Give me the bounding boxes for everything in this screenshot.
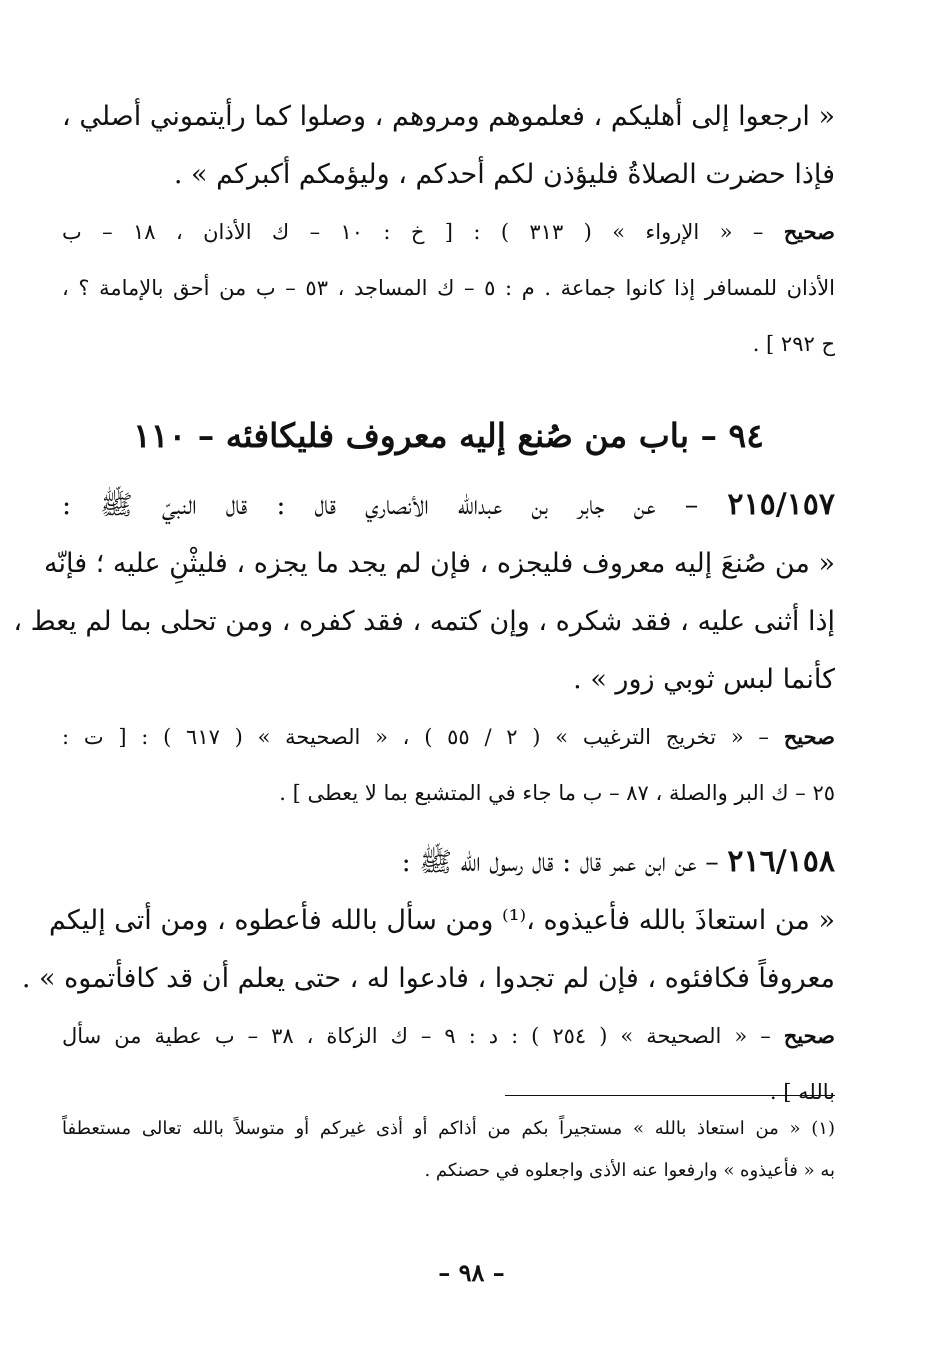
source-line — [62, 709, 835, 765]
hadith-number: ٢١٦/١٥٨ — [727, 844, 835, 879]
text-line: « من استعاذَ بالله فأعيذوه ،⁽¹⁾ ومن سأل بالله فأعطوه ، ومن أتى إليكم — [48, 905, 835, 936]
footnote-line: (١) « من استعاذ بالله » مستجيراً بكم من أذاكم أو أذى غيركم أو متوسلاً بالله تعالى مستعطفاً — [62, 1118, 835, 1139]
hadith-heading — [62, 833, 835, 892]
source-text: – « الإرواء » ( ٣١٣ ) : [ خ : ١٠ – ك الأذان ، ١٨ – ب — [62, 220, 764, 244]
top-hadith-text — [62, 88, 835, 204]
hadith-number: ٢١٥/١٥٧ — [727, 487, 835, 522]
source-line: ٢٥ – ك البر والصلة ، ٨٧ – ب ما جاء في المتشبع بما لا يعطى ] . — [279, 781, 835, 805]
hadith-157 — [13, 476, 835, 821]
source-line: بالله ] . — [769, 1080, 835, 1104]
hadith-heading — [62, 476, 835, 535]
text-line: « من صُنعَ إليه معروف فليجزه ، فإن لم يجد ما يجزه ، فليثْنِ عليه ؛ فإنّه — [44, 548, 835, 579]
page-number: – ٩٨ – — [438, 1258, 505, 1287]
source-line: ح ٢٩٢ ] . — [752, 332, 835, 356]
page-body — [13, 88, 836, 1120]
footnote-divider — [505, 1095, 835, 1096]
spacer — [62, 821, 835, 833]
hadith-intro: – عن جابر بن عبدالله الأنصاري قال : قال النبيّ ﷺ : — [62, 490, 699, 521]
source-line — [62, 1008, 835, 1064]
footnotes — [62, 1108, 835, 1192]
text-line: كأنما لبس ثوبي زور » . — [573, 664, 835, 695]
source-line — [62, 204, 835, 260]
hadith-158 — [21, 833, 835, 1120]
text-line: « ارجعوا إلى أهليكم ، فعلموهم ومروهم ، وصلوا كما رأيتموني أصلي ، — [62, 101, 835, 132]
grade-label: صحيح — [783, 1023, 835, 1048]
text-line: إذا أثنى عليه ، فقد شكره ، وإن كتمه ، فقد كفره ، ومن تحلى بما لم يعط ، — [13, 606, 835, 637]
source-text: – « تخريج الترغيب » ( ٢ / ٥٥ ) ، « الصحيحة » ( ٦١٧ ) : [ ت : — [62, 725, 769, 749]
chapter-title: ٩٤ – باب من صُنع إليه معروف فليكافئه – ١١٠ — [133, 416, 764, 455]
hadith-intro: – عن ابن عمر قال : قال رسول الله ﷺ : — [401, 847, 719, 878]
top-hadith-source — [62, 204, 835, 372]
footnote-line: به « فأعيذوه » وارفعوا عنه الأذى واجعلوه في حصنكم . — [424, 1160, 835, 1181]
source-line: الأذان للمسافر إذا كانوا جماعة . م : ٥ – ك المساجد ، ٥٣ – ب من أحق بالإمامة ؟ ، — [62, 276, 836, 300]
grade-label: صحيح — [783, 219, 835, 244]
source-text: – « الصحيحة » ( ٢٥٤ ) : د : ٩ – ك الزكاة ، ٣٨ – ب عطية من سأل — [62, 1024, 771, 1048]
text-line: معروفاً فكافئوه ، فإن لم تجدوا ، فادعوا له ، حتى يعلم أن قد كافأتموه » . — [21, 963, 835, 994]
grade-label: صحيح — [783, 724, 835, 749]
text-line: فإذا حضرت الصلاةُ فليؤذن لكم أحدكم ، وليؤمكم أكبركم » . — [173, 159, 835, 190]
